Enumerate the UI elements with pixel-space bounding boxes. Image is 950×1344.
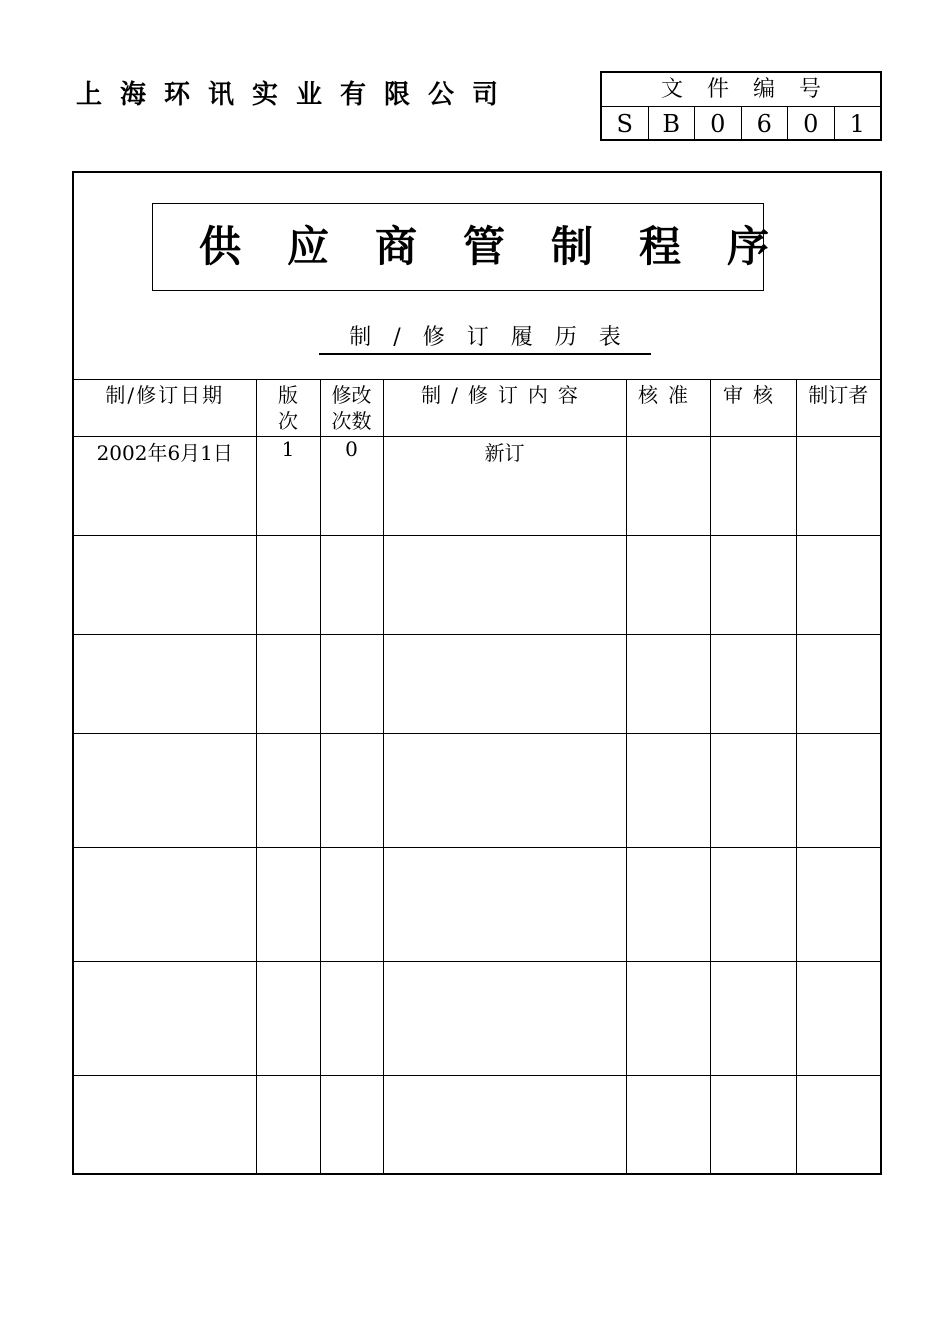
table-row: [74, 848, 880, 962]
row-date: [74, 635, 256, 734]
header-edition-line2: 次: [278, 409, 298, 433]
row-date: [74, 536, 256, 635]
company-name: 上海环讯实业有限公司: [76, 80, 517, 110]
row-review: [710, 848, 796, 962]
row-edition: [256, 734, 320, 848]
header-date: 制/修订日期: [74, 380, 256, 437]
revision-history-table: [74, 379, 880, 1175]
row-content: [383, 962, 626, 1076]
row-revisions: [320, 1076, 383, 1175]
row-date: [74, 962, 256, 1076]
header-edition-line1: 版: [278, 383, 298, 407]
table-row: [74, 734, 880, 848]
row-edition: 1: [256, 437, 320, 536]
header-revisions-line2: 次数: [331, 409, 372, 433]
document-number-char: 0: [788, 107, 835, 141]
header-revisions-line1: 修改: [331, 383, 372, 407]
row-content: [383, 734, 626, 848]
row-content: [383, 848, 626, 962]
row-edition: [256, 536, 320, 635]
document-number-char: 1: [849, 110, 865, 138]
table-header-row: [74, 380, 880, 437]
table-row: [74, 1076, 880, 1175]
row-author: [796, 734, 880, 848]
document-frame: [72, 171, 882, 1175]
header-edition: [256, 380, 320, 437]
row-review: [710, 734, 796, 848]
row-review: [710, 635, 796, 734]
table-row: [74, 536, 880, 635]
row-edition: [256, 848, 320, 962]
header-author: 制订者: [796, 380, 880, 437]
row-approve: [626, 437, 710, 536]
document-number-char: S: [602, 107, 649, 141]
header-content: 制/修订内容: [383, 380, 626, 437]
row-date: 2002年6月1日: [74, 437, 256, 536]
document-number-char: 6: [742, 107, 789, 141]
row-date: [74, 734, 256, 848]
row-revisions: [320, 962, 383, 1076]
row-revisions: [320, 536, 383, 635]
row-approve: [626, 635, 710, 734]
header-revisions: [320, 380, 383, 437]
row-author: [796, 635, 880, 734]
row-author: [796, 962, 880, 1076]
row-content: [383, 635, 626, 734]
row-content: 新订: [383, 437, 626, 536]
row-content: [383, 536, 626, 635]
document-number-label: 文件编号: [602, 73, 880, 107]
row-author: [796, 1076, 880, 1175]
row-author: [796, 437, 880, 536]
row-revisions: [320, 635, 383, 734]
header-approve: 核准: [626, 380, 710, 437]
row-date: [74, 1076, 256, 1175]
document-number-char: B: [649, 107, 696, 141]
row-approve: [626, 1076, 710, 1175]
row-revisions: [320, 848, 383, 962]
header-review: 审核: [710, 380, 796, 437]
row-author: [796, 536, 880, 635]
row-edition: [256, 635, 320, 734]
row-author: [796, 848, 880, 962]
row-date: [74, 848, 256, 962]
table-row: [74, 635, 880, 734]
row-content: [383, 1076, 626, 1175]
row-approve: [626, 962, 710, 1076]
revision-history-subtitle: 制/修订履历表: [319, 323, 651, 355]
row-review: [710, 962, 796, 1076]
row-approve: [626, 848, 710, 962]
row-review: [710, 437, 796, 536]
document-number-box: [600, 71, 882, 141]
row-approve: [626, 734, 710, 848]
row-review: [710, 1076, 796, 1175]
document-number-char: 0: [695, 107, 742, 141]
row-revisions: [320, 734, 383, 848]
row-revisions: 0: [320, 437, 383, 536]
table-row: [74, 437, 880, 536]
table-row: [74, 962, 880, 1076]
row-edition: [256, 1076, 320, 1175]
row-edition: [256, 962, 320, 1076]
row-approve: [626, 536, 710, 635]
document-number-cells: [602, 107, 880, 141]
document-title: 供应商管制程序: [152, 203, 764, 291]
row-review: [710, 536, 796, 635]
